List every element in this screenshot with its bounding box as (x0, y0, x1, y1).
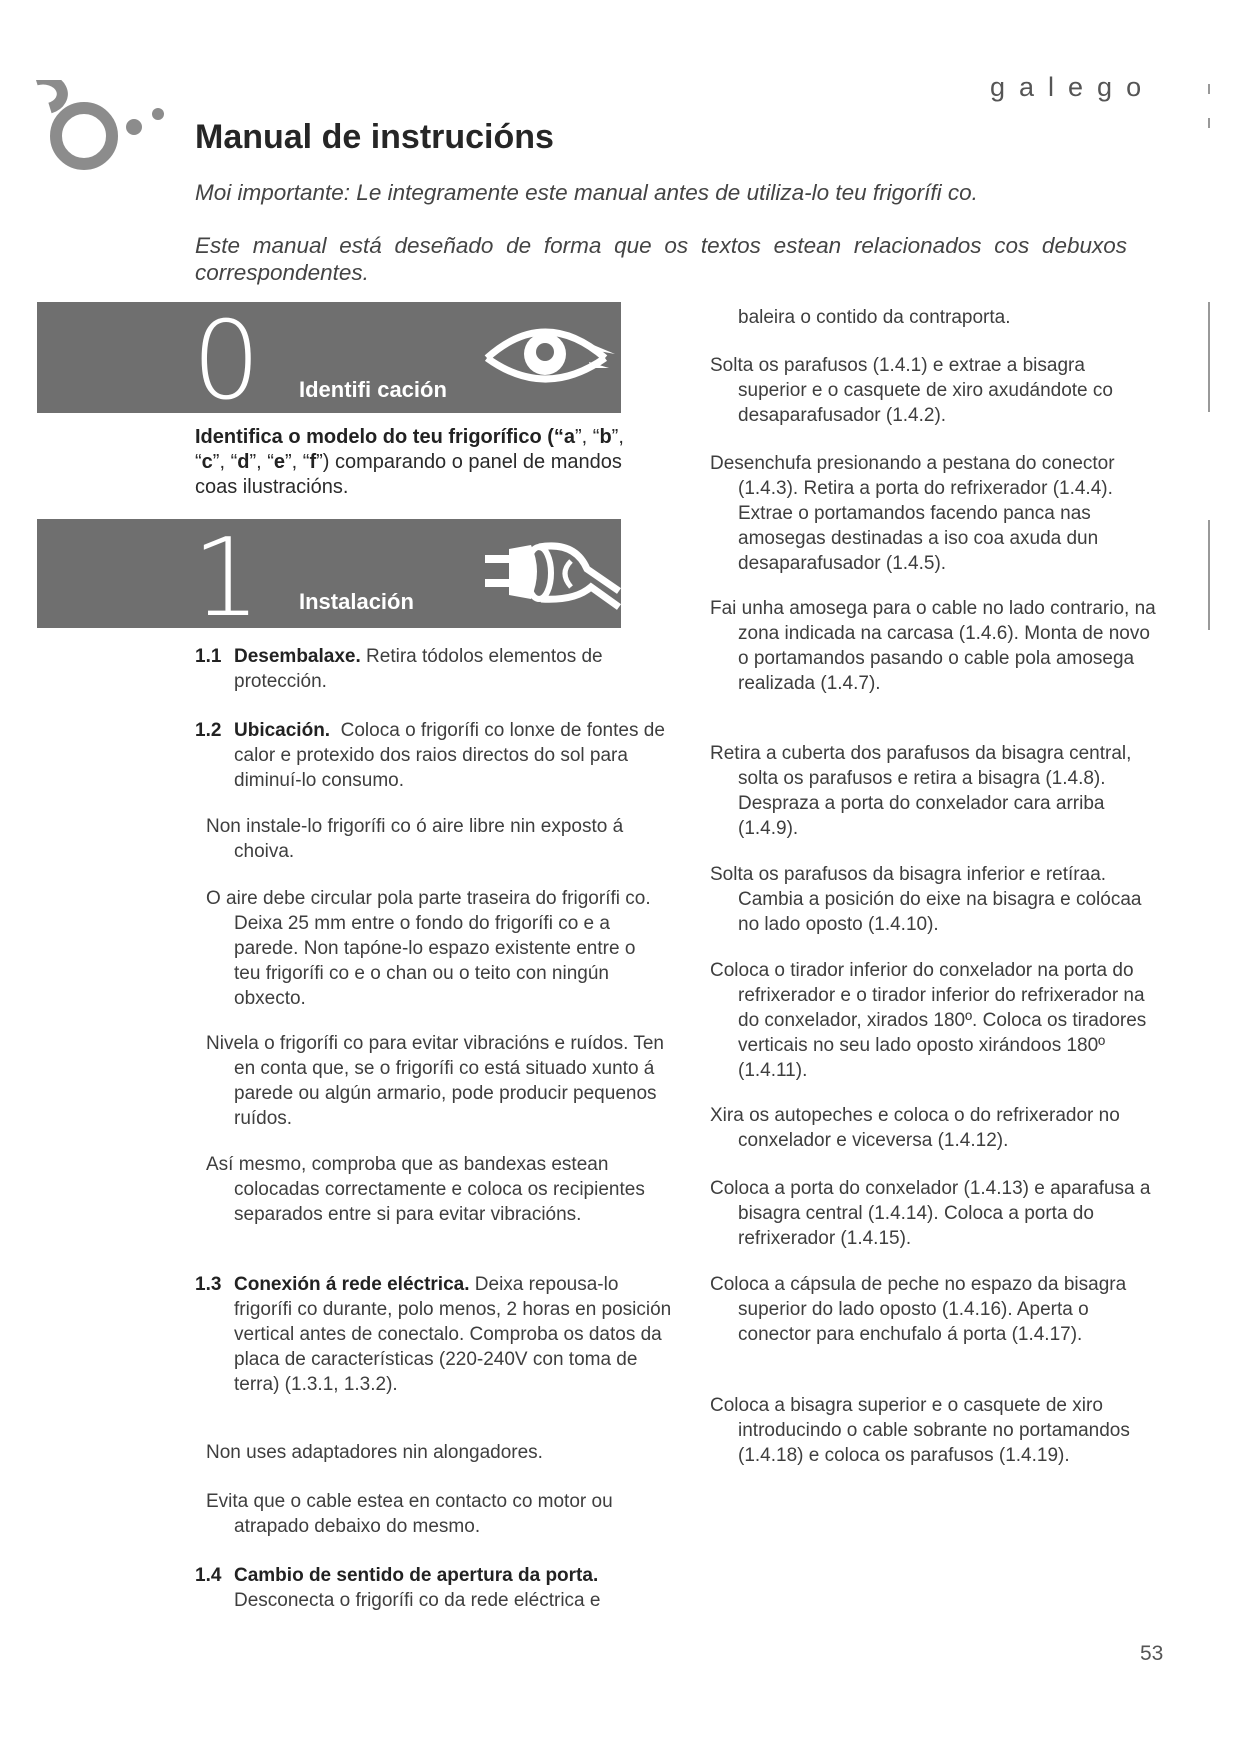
right-paragraph-8: Coloca a porta do conxelador (1.4.13) e aparafusa a bisagra central (1.4.14). Coloca a porta do refrixerador (1.4.15). (710, 1178, 1151, 1249)
eye-icon (479, 316, 619, 396)
subtitle: Moi importante: Le integramente este manual antes de utiliza-lo teu frigorífi co. (195, 180, 978, 205)
paragraph-trays: Así mesmo, comproba que as bandexas estean colocadas correctamente e coloca os recipientes separados entre si para evitar vibracións. (206, 1154, 645, 1225)
right-paragraph-9: Coloca a cápsula de peche no espazo da bisagra superior do lado oposto (1.4.16). Aperta o conector para enchufalo á porta (1.4.17). (710, 1274, 1127, 1345)
right-paragraph-5: Solta os parafusos da bisagra inferior e retíraa. Cambia a posición do eixe na bisagra e colócaa no lado oposto (1.4.10). (710, 864, 1142, 935)
intro-paragraph: Este manual está deseñado de forma que os textos estean relacionados cos debuxos correspondentes. (195, 233, 1127, 285)
paragraph-cable: Evita que o cable estea en contacto co motor ou atrapado debaixo do mesmo. (206, 1491, 613, 1537)
page-number: 53 (1140, 1642, 1164, 1665)
page-title: Manual de instrucións (195, 118, 554, 156)
section-banner-identification (37, 302, 621, 413)
section-1-1: 1.1 Desembalaxe. Retira tódolos elementos de protección. (195, 646, 603, 692)
edge-mark (1208, 118, 1210, 128)
identification-text: Identifica o modelo do teu frigorífico (“a”, “b”, “c”, “d”, “e”, “f”) comparando o panel de mandos coas ilustracións. (195, 426, 624, 498)
paragraph-adapters: Non uses adaptadores nin alongadores. (206, 1442, 543, 1463)
paragraph-level: Nivela o frigorífi co para evitar vibracións e ruídos. Ten en conta que, se o frigorífi co está situado xunto á parede ou algún armario, pode producir pequenos ruídos. (206, 1033, 664, 1129)
paragraph-air: O aire debe circular pola parte traseira do frigorífi co. Deixa 25 mm entre o fondo do frigorífi co e a parede. Non tapóne-lo espazo existente entre o teu frigorífi co e o chan ou o teito con ningún obxecto. (206, 888, 651, 1009)
section-banner-installation (37, 519, 621, 628)
right-paragraph-4: Retira a cuberta dos parafusos da bisagra central, solta os parafusos e retira a bisagra (1.4.8). Desprazа a porta do conxelador cara arriba (1.4.9). (710, 743, 1132, 839)
section-1-4: 1.4 Cambio de sentido de apertura da porta. Desconecta o frigorífi co da rede eléctrica e (195, 1565, 601, 1611)
right-paragraph-3: Fai unha amosega para o cable no lado contrario, na zona indicada na carcasa (1.4.6). Monta de novo o portamandos pasando o cable pola amosega realizada (1.4.7). (710, 598, 1156, 694)
right-paragraph-10: Coloca a bisagra superior e o casquete de xiro introducindo o cable sobrante no portamandos (1.4.18) e coloca os parafusos (1.4.19). (710, 1395, 1130, 1466)
section-label: Identifi cación (299, 377, 447, 402)
right-paragraph-1: Solta os parafusos (1.4.1) e extrae a bisagra superior e o casquete de xiro axudándote co desaparafusador (1.4.2). (710, 355, 1113, 426)
right-paragraph-0: baleira o contido da contraporta. (738, 307, 1011, 328)
language-label: galego (990, 72, 1156, 102)
edge-mark (1208, 302, 1210, 412)
right-paragraph-7: Xira os autopeches e coloca o do refrixerador no conxelador e viceversa (1.4.12). (710, 1105, 1120, 1151)
brand-logo-icon (36, 80, 166, 180)
paragraph-outdoor: Non instale-lo frigorífi co ó aire libre nin exposto á choiva. (206, 816, 624, 862)
edge-mark (1208, 84, 1210, 94)
section-label: Instalación (299, 589, 414, 614)
right-paragraph-6: Coloca o tirador inferior do conxelador na porta do refrixerador e o tirador inferior do refrixerador na do conxelador, xirados 180º. Coloca os tiradores verticais no seu lado oposto xirándoos 180º (1.4.11). (710, 960, 1147, 1081)
edge-mark (1208, 520, 1210, 630)
section-number: 0 (192, 302, 261, 413)
plug-icon (479, 535, 621, 615)
section-1-3: 1.3 Conexión á rede eléctrica. Deixa repousa-lo frigorífi co durante, polo menos, 2 horas en posición vertical antes de conectalo. Comproba os datos da placa de características (220-240V con toma de terra) (1.3.1, 1.3.2). (195, 1274, 672, 1395)
right-paragraph-2: Desenchufa presionando a pestana do conector (1.4.3). Retira a porta do refrixerador (1.4.4). Extrae o portamandos facendo panca nas amosegas destinadas a iso coa axuda dun desaparafusador (1.4.5). (710, 453, 1115, 574)
section-number: 1 (192, 519, 261, 628)
section-1-2: 1.2 Ubicación. Coloca o frigorífi co lonxe de fontes de calor e protexido dos raios directos do sol para diminuí-lo consumo. (195, 720, 665, 791)
